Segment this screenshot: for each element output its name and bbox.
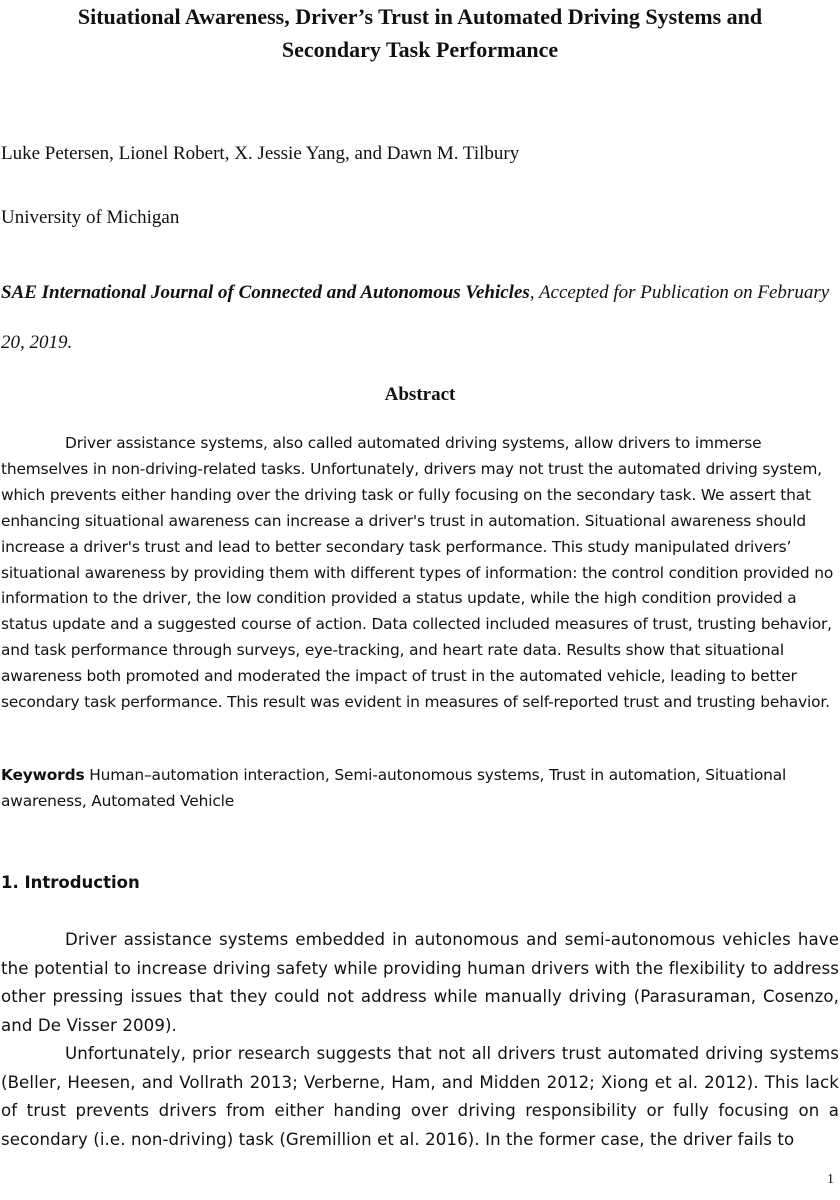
journal-name: SAE International Journal of Connected and Autonomous Vehicles (1, 282, 530, 303)
journal-citation (1, 268, 839, 368)
keywords-list: Human–automation interaction, Semi-autonomous systems, Trust in automation, Situational awareness, Automated Vehicle (1, 766, 787, 810)
abstract-heading: Abstract (384, 384, 456, 405)
abstract-body (1, 431, 837, 716)
abstract-text: Driver assistance systems, also called automated driving systems, allow drivers to immerse themselves in non-driving-related tasks. Unfortunately, drivers may not trust the automated driving system, which prevents either handing over the driving task or fully focusing on the secondary task. We assert that enhancing situational awareness can increase a driver's trust in automation. Situational awareness should increase a driver's trust and lead to better secondary task performance. This study manipulated drivers’ situational awareness by providing them with different types of information: the control condition provided no information to the driver, the low condition provided a status update, while the high condition provided a status update and a suggested course of action. Data collected included measures of trust, trusting behavior, and task performance through surveys, eye-tracking, and heart rate data. Results show that situational awareness both promoted and moderated the impact of trust in the automated vehicle, leading to better secondary task performance. This result was evident in measures of self-reported trust and trusting behavior. (1, 434, 834, 712)
affiliation: University of Michigan (1, 207, 180, 228)
introduction-body (1, 926, 839, 1154)
keywords-label: Keywords (1, 766, 85, 784)
paper-title (0, 0, 840, 66)
intro-paragraph-2: Unfortunately, prior research suggests that not all drivers trust automated driving systems (Beller, Heesen, and Vollrath 2013; Verberne, Ham, and Midden 2012; Xiong et al. 2012). This lack of trust prevents drivers from either handing over driving responsibility or fully focusing on a secondary (i.e. non-driving) task (Gremillion et al. 2016). In the former case, the driver fails to (1, 1044, 839, 1149)
intro-paragraph-1: Driver assistance systems embedded in autonomous and semi-autonomous vehicles have the potential to increase driving safety while providing human drivers with the flexibility to address other pressing issues that they could not address while manually driving (Parasuraman, Cosenzo, and De Visser 2009). (1, 930, 839, 1035)
author-list: Luke Petersen, Lionel Robert, X. Jessie Yang, and Dawn M. Tilbury (1, 143, 520, 164)
introduction-heading: 1. Introduction (1, 873, 140, 892)
title-line-1: Situational Awareness, Driver’s Trust in Automated Driving Systems and (77, 4, 763, 29)
keywords-section (1, 763, 831, 815)
publication-status: , Accepted for Publication on February 20, 2019. (1, 282, 830, 353)
title-line-2: Secondary Task Performance (281, 37, 559, 62)
page-number: 1 (827, 1172, 834, 1187)
